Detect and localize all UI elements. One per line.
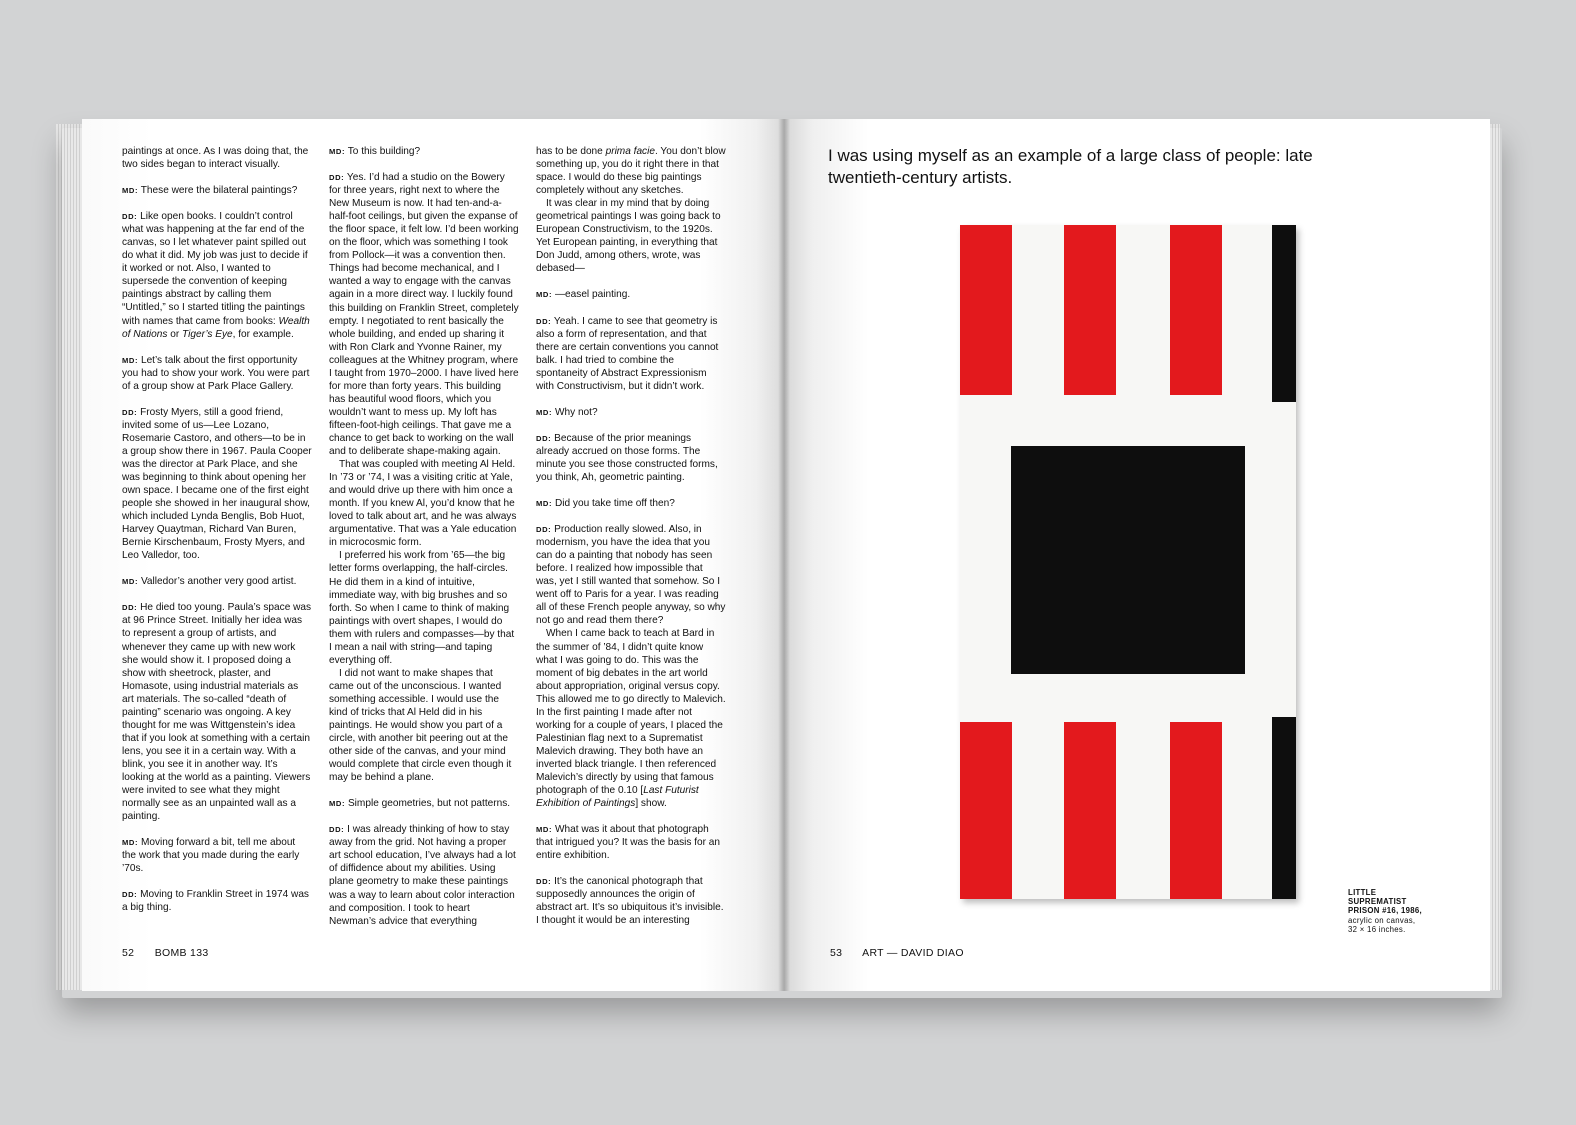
black-edge-bottom xyxy=(1272,717,1296,899)
left-page xyxy=(82,119,784,991)
text-column-1 xyxy=(122,145,312,927)
paragraph-text: Frosty Myers, still a good friend, invited some of us—Lee Lozano, Rosemarie Castoro, and others—to be in a group show there in 1967. Paula Cooper was the director at Park Place, and she was beginning to think about opening her own space. I became one of the first eight people she showed in her inaugural show, which included Lynda Benglis, Bob Huot, Harvey Quaytman, Richard Van Buren, Bernie Kirschenbaum, Frosty Myers, and Leo Valledor, too. xyxy=(122,406,312,562)
speaker-initials: MD: xyxy=(122,186,139,196)
paragraph-text: Why not? xyxy=(554,406,598,418)
paragraph-text: Production really slowed. Also, in modernism, you have the idea that you can do a painting that nobody has seen before. I realized how impossible that was, yet I still wanted that somehow. So I went off to Paris for a year. I was reading all of these French people anyway, so why not go and read them there? xyxy=(536,524,726,627)
caption-title-2: SUPREMATIST xyxy=(1348,897,1407,907)
speaker-initials: MD: xyxy=(536,825,553,835)
paragraph xyxy=(122,575,312,588)
paragraph-text: has to be done xyxy=(536,146,606,157)
paragraph xyxy=(122,184,312,197)
speaker-initials: DD: xyxy=(122,407,138,417)
paragraph-text: It was clear in my mind that by doing geometrical paintings I was going back to European Constructivism, to the 1920s. Yet European painting, in everything that Don Judd, among others, wrote, was debased— xyxy=(536,198,721,275)
paragraph-text: What was it about that photograph that intrigued you? It was the basis for an entire exhibition. xyxy=(536,824,721,862)
paragraph-text: ] show. xyxy=(635,798,667,810)
pull-quote: I was using myself as an example of a large class of people: late twentieth-century artists. xyxy=(828,146,1313,187)
paragraph-text: I preferred his work from ’65—the big letter forms overlapping, the half-circles. He did them in a kind of intuitive, immediate way, with big brushes and so forth. So when I came to think of making paintings with overt shapes, I would do them with rulers and compasses—by that I mean a nail with string—and taping everything off. xyxy=(329,550,515,666)
speaker-initials: DD: xyxy=(122,212,138,222)
paragraph xyxy=(122,210,312,340)
speaker-initials: MD: xyxy=(329,799,346,809)
paragraph xyxy=(329,145,519,158)
caption-size: 32 × 16 inches. xyxy=(1348,924,1406,934)
paragraph-text: Yeah. I came to see that geometry is also a form of representation, and that there are certain conventions you cannot balk. I had tried to combine the spontaneity of Abstract Expressionism with Constructivism, but it didn’t work. xyxy=(536,315,719,392)
paragraph xyxy=(536,288,726,301)
paragraph-text: These were the bilateral paintings? xyxy=(140,185,298,197)
paragraph-text: When I came back to teach at Bard in the summer of ’84, I didn’t quite know what I was going to do. This was the moment of big debates in the art world about appropriation, original versus copy. This allowed me to go directly to Malevich. In the first painting I made after not working for a couple of years, I placed the Palestinian flag next to a Suprematist Malevich drawing. They both have an inverted black triangle. I then referenced Malevich’s directly by using that famous photograph of the 0.10 [ xyxy=(536,628,726,797)
speaker-initials: MD: xyxy=(536,407,553,417)
italic-title: Wealth of Nations xyxy=(122,315,310,340)
speaker-initials: DD: xyxy=(536,433,552,443)
painting-little-suprematist-prison xyxy=(960,225,1296,899)
paragraph xyxy=(329,171,519,458)
paragraph xyxy=(329,667,519,784)
paragraph xyxy=(536,197,726,275)
paragraph xyxy=(329,458,519,549)
caption-medium: acrylic on canvas, xyxy=(1348,915,1416,925)
paragraph xyxy=(536,523,726,627)
speaker-initials: DD: xyxy=(329,825,345,835)
left-folio xyxy=(122,947,208,959)
speaker-initials: MD: xyxy=(536,499,553,509)
paragraph-text: Like open books. I couldn’t control what was happening at the far end of the canvas, so I let whatever paint spilled out do what it did. My job was just to decide if it worked or not. Also, I wanted to supersede the convention of keeping paintings abstract by calling them “Untitled,” so I started titling the paintings with names that came from books: xyxy=(122,211,308,327)
red-stripe-top-1 xyxy=(960,225,1012,395)
black-square xyxy=(1011,446,1245,674)
paragraph xyxy=(536,627,726,810)
speaker-initials: DD: xyxy=(536,877,552,887)
paragraph-text: Let’s talk about the first opportunity you had to show your work. You were part of a group show at Park Place Gallery. xyxy=(122,354,310,392)
speaker-initials: MD: xyxy=(122,355,139,365)
speaker-initials: MD: xyxy=(122,838,139,848)
paragraph-text: Yes. I’d had a studio on the Bowery for three years, right next to where the New Museum is now. It had ten-and-a-half-foot ceilings, but given the expanse of the floor space, it felt low. I’d been working on the floor, which was something I took from Pollock—it was a convention then. Things had become mechanical, and I wanted a way to engage with the canvas again in a more direct way. I luckily found this building on Franklin Street, completely empty. I negotiated to rent basically the whole building, and ended up sharing it with Ron Clark and Yvonne Rainer, my colleagues at the Whitney program, where I taught from 1970–2000. I have lived here for more than forty years. This building has beautiful wood floors, which you wouldn’t want to mess up. My loft has fifteen-foot-high ceilings. That gave me a chance to get back to working on the wall and to deliberate shape-making again. xyxy=(329,172,519,458)
paragraph-text: or xyxy=(167,328,183,340)
red-stripe-top-2 xyxy=(1064,225,1116,395)
paragraph xyxy=(122,888,312,914)
paragraph xyxy=(536,823,726,862)
paragraph-text: That was coupled with meeting Al Held. In ’73 or ’74, I was a visiting critic at Yale, and would drive up there with him once a month. If you knew Al, you’d know that he loved to talk about art, and he was always argumentative. That was a Yale education in microcosmic form. xyxy=(329,459,517,549)
paragraph xyxy=(122,354,312,393)
paragraph-text: Valledor’s another very good artist. xyxy=(140,576,297,588)
paragraph xyxy=(329,823,519,927)
paragraph-text: paintings at once. As I was doing that, the two sides began to interact visually. xyxy=(122,146,309,171)
paragraph xyxy=(122,601,312,823)
red-stripe-top-3 xyxy=(1170,225,1222,395)
speaker-initials: DD: xyxy=(536,525,552,535)
paragraph-text: Did you take time off then? xyxy=(554,498,675,510)
paragraph xyxy=(122,145,312,171)
paragraph xyxy=(122,406,312,563)
paragraph xyxy=(329,797,519,810)
speaker-initials: DD: xyxy=(329,173,345,183)
paragraph-text: It’s the canonical photograph that supposedly announces the origin of abstract art. It’s so ubiquitous it’s invisible. I thought it would be an interesting xyxy=(536,876,724,927)
page-number-53: 53 xyxy=(830,947,843,959)
right-folio xyxy=(830,947,964,959)
paragraph-text: Because of the prior meanings already accrued on those forms. The minute you see those constructed forms, you think, Ah, geometric painting. xyxy=(536,432,718,483)
paragraph xyxy=(536,315,726,393)
paragraph xyxy=(536,875,726,927)
paragraph xyxy=(536,145,726,197)
red-stripe-bottom-3 xyxy=(1170,722,1222,899)
section-label: ART — DAVID DIAO xyxy=(862,947,964,959)
red-stripe-bottom-2 xyxy=(1064,722,1116,899)
speaker-initials: MD: xyxy=(329,147,346,156)
speaker-initials: MD: xyxy=(536,290,553,300)
italic-title: prima facie xyxy=(605,146,655,157)
italic-title: Tiger’s Eye xyxy=(182,328,233,340)
artwork-caption xyxy=(1348,888,1458,934)
paragraph-text: —easel painting. xyxy=(554,289,631,301)
red-stripe-bottom-1 xyxy=(960,722,1012,899)
speaker-initials: MD: xyxy=(122,577,139,587)
black-edge-top xyxy=(1272,225,1296,402)
book-gutter xyxy=(778,119,790,991)
caption-title-1: LITTLE xyxy=(1348,888,1377,897)
paragraph-text: Moving to Franklin Street in 1974 was a big thing. xyxy=(122,889,309,914)
paragraph-text: Simple geometries, but not patterns. xyxy=(347,798,511,810)
paragraph-text: . You don’t blow something up, you do it right there in that space. I would do these big paintings completely without any sketches. xyxy=(536,146,726,197)
text-column-2 xyxy=(329,145,519,941)
speaker-initials: DD: xyxy=(122,890,138,900)
italic-title: Last Futurist Exhibition of Paintings xyxy=(536,785,699,810)
text-column-3 xyxy=(536,145,726,940)
caption-title-3: PRISON #16, 1986, xyxy=(1348,906,1423,916)
paragraph xyxy=(536,432,726,484)
paragraph xyxy=(329,549,519,666)
paragraph-text: To this building? xyxy=(347,146,421,157)
paragraph-text: I did not want to make shapes that came out of the unconscious. I wanted something accessible. I would use the kind of tricks that Al Held did in his paintings. He would show you part of a circle, with another bit peering out at the other side of the canvas, and your mind would complete that circle even though it may be behind a plane. xyxy=(329,667,512,784)
magazine-issue-label: BOMB 133 xyxy=(154,947,209,959)
paragraph-text: I was already thinking of how to stay away from the grid. Not having a proper art school education, I’ve always had a lot of diffidence about my abilities. Using plane geometry to make these paintings was a way to learn about color interaction and composition. I took to heart Newman’s advice that everything xyxy=(329,824,516,927)
speaker-initials: DD: xyxy=(536,316,552,326)
paragraph xyxy=(536,497,726,510)
paragraph xyxy=(536,406,726,419)
paragraph xyxy=(122,836,312,875)
speaker-initials: DD: xyxy=(122,603,138,613)
paragraph-text: Moving forward a bit, tell me about the work that you made during the early ’70s. xyxy=(122,837,300,875)
paragraph-text: He died too young. Paula’s space was at 96 Prince Street. Initially her idea was to represent a group of artists, and whenever they came up with new work she would show it. I proposed doing a show with sheetrock, plaster, and Homasote, using industrial materials as art materials. The so-called “death of painting” scenario was ongoing. A key thought for me was Wittgenstein’s idea that if you look at something with a certain lens, you see it in a certain way. With a blink, you see it in another way. It’s looking at the world as a painting. Viewers were invited to see what they might normally see as an unpainted wall as a painting. xyxy=(122,602,312,823)
page-number-52: 52 xyxy=(122,947,135,959)
paragraph-text: , for example. xyxy=(232,328,294,340)
